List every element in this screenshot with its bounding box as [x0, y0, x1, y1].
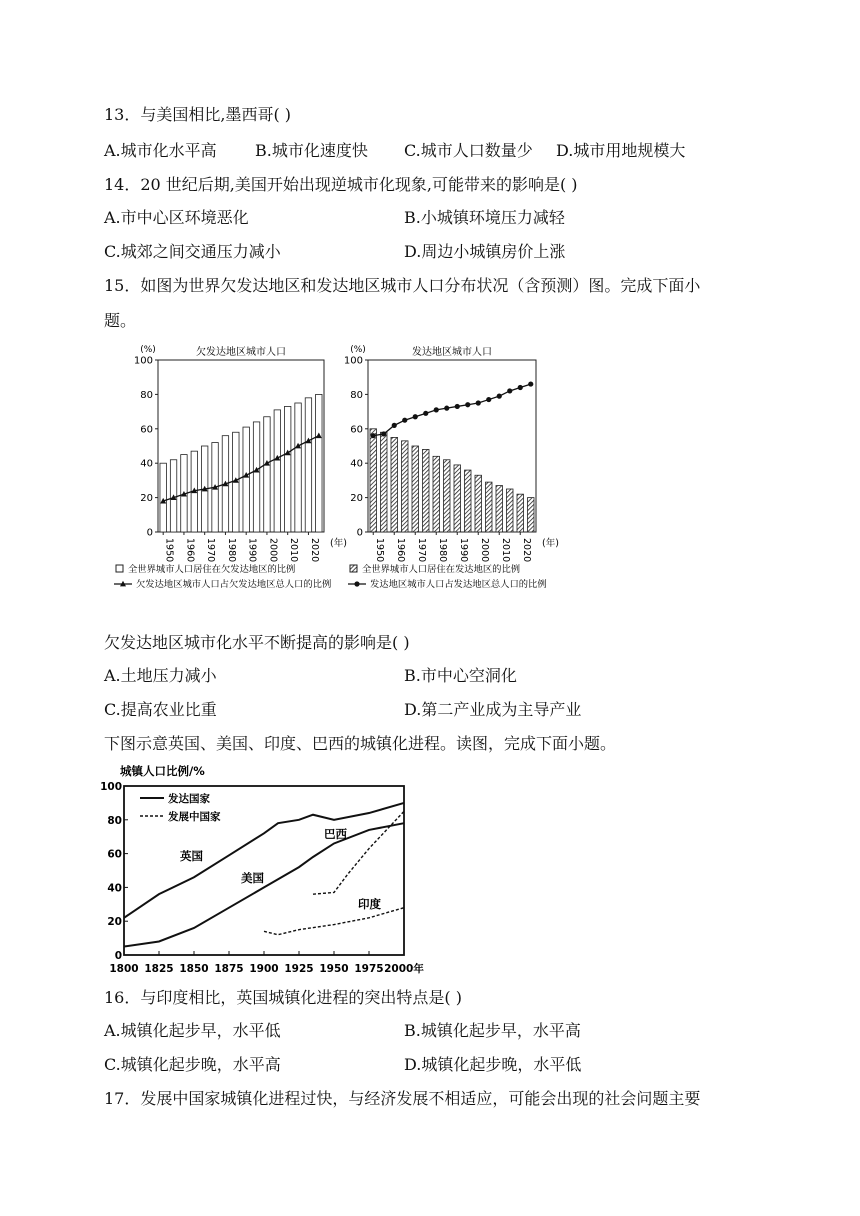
chart3-series-巴西	[313, 811, 404, 894]
legend-swatch-bar	[116, 565, 123, 572]
da-x-tick-label: 1950	[373, 538, 385, 563]
da-line-point	[455, 404, 460, 409]
da-line-point	[423, 411, 428, 416]
lda-x-tick-label: 1990	[246, 538, 258, 563]
chart3-series-label: 英国	[180, 849, 203, 863]
q13-option-a[interactable]: A.城市化水平高	[104, 141, 217, 160]
chart3-series-美国	[124, 823, 404, 946]
chart3-y-tick-label: 80	[107, 814, 122, 827]
q16-option-b[interactable]: B.城镇化起步早，水平高	[404, 1021, 581, 1040]
legend-label: 全世界城市人口居住在欠发达地区的比例	[128, 564, 296, 575]
da-line-point	[371, 433, 376, 438]
lda-bar	[264, 417, 270, 532]
q13-option-b[interactable]: B.城市化速度快	[255, 141, 368, 160]
da-x-tick-label: 1990	[457, 538, 469, 563]
da-bar	[443, 460, 450, 532]
da-bar	[517, 494, 524, 532]
da-bar	[412, 446, 419, 532]
chart3-series-label: 美国	[241, 871, 264, 885]
chart3-y-tick-label: 40	[107, 882, 122, 895]
chart3-x-tick-label: 2000年	[384, 963, 424, 975]
da-bar	[464, 470, 471, 532]
da-x-tick-label: 2000	[478, 538, 490, 563]
q17-stem: 17．发展中国家城镇化进程过快，与经济发展不相适应，可能会出现的社会问题主要	[104, 1089, 701, 1108]
q15-stem-line1: 15．如图为世界欠发达地区和发达地区城市人口分布状况（含预测）图。完成下面小	[104, 276, 701, 295]
da-line-point	[381, 431, 386, 436]
chart3-series-印度	[264, 908, 404, 935]
legend-swatch-hatched	[350, 565, 357, 572]
q14-option-a[interactable]: A.市中心区环境恶化	[104, 208, 249, 227]
da-x-tick-label: 1970	[415, 538, 427, 563]
chart3-x-tick-label: 1875	[214, 963, 244, 975]
chart3-x-tick-label: 1800	[109, 963, 139, 975]
q16-option-d[interactable]: D.城镇化起步晚，水平低	[404, 1055, 582, 1074]
lda-y-tick-label: 40	[140, 458, 153, 470]
lda-bar	[316, 394, 322, 532]
chart3-series-label: 印度	[358, 897, 381, 911]
da-line-point	[507, 388, 512, 393]
lda-y-tick-label: 100	[133, 355, 153, 367]
chart3-y-tick-label: 60	[107, 848, 122, 861]
da-bar	[496, 486, 503, 532]
chart3-y-tick-label: 100	[100, 781, 122, 793]
legend-dot	[354, 581, 359, 586]
lda-bar	[253, 422, 259, 532]
da-bar	[401, 441, 408, 532]
da-chart-title: 发达地区城市人口	[412, 347, 492, 358]
chart3-x-tick-label: 1825	[144, 963, 174, 975]
q15-option-c[interactable]: C.提高农业比重	[104, 700, 217, 719]
da-panel	[344, 345, 559, 562]
da-y-tick-label: 20	[350, 493, 363, 505]
lda-y-tick-label: 60	[140, 424, 153, 436]
lda-x-tick-label: 1980	[225, 538, 237, 563]
da-x-tick-label: 2020	[520, 538, 532, 563]
da-y-tick-label: 60	[350, 424, 363, 436]
lda-x-tick-label: 2010	[288, 538, 300, 563]
lda-y-tick-label: 0	[146, 527, 153, 539]
intro-16: 下图示意英国、美国、印度、巴西的城镇化进程。读图，完成下面小题。	[104, 734, 617, 753]
da-line-point	[486, 397, 491, 402]
da-series-line	[373, 384, 531, 436]
chart12-legend	[114, 563, 547, 590]
urban-population-charts	[110, 338, 580, 608]
da-bar	[527, 498, 534, 532]
chart3-y-tick-label: 20	[107, 916, 122, 929]
da-bar	[454, 465, 461, 532]
q16-option-c[interactable]: C.城镇化起步晚，水平高	[104, 1055, 281, 1074]
lda-x-tick-label: 1970	[205, 538, 217, 563]
da-y-tick-label: 100	[343, 355, 363, 367]
lda-bar	[243, 427, 249, 532]
da-x-tick-label: 1960	[394, 538, 406, 563]
da-y-tick-label: 0	[356, 527, 363, 539]
lda-x-tick-label: 2000	[267, 538, 279, 563]
q14-option-c[interactable]: C.城郊之间交通压力减小	[104, 242, 281, 261]
chart3-x-tick-label: 1850	[179, 963, 209, 975]
q14-option-d[interactable]: D.周边小城镇房价上涨	[404, 242, 566, 261]
chart3-x-tick-label: 1925	[284, 963, 314, 975]
da-bar	[475, 475, 482, 532]
lda-x-unit: (年)	[330, 538, 347, 549]
da-line-point	[476, 400, 481, 405]
q13-option-c[interactable]: C.城市人口数量少	[404, 141, 533, 160]
da-line-point	[402, 418, 407, 423]
da-bar	[422, 449, 429, 532]
chart3-legend-label: 发展中国家	[168, 811, 221, 823]
lda-y-unit: (%)	[140, 345, 156, 355]
da-line-point	[497, 394, 502, 399]
lda-y-tick-label: 80	[140, 389, 153, 401]
legend-label: 欠发达地区城市人口占欠发达地区总人口的比例	[136, 579, 332, 590]
q16-option-a[interactable]: A.城镇化起步早，水平低	[104, 1021, 281, 1040]
lda-y-tick-label: 20	[140, 493, 153, 505]
q14-stem: 14．20 世纪后期,美国开始出现逆城市化现象,可能带来的影响是( )	[104, 175, 578, 194]
q16-stem: 16．与印度相比，英国城镇化进程的突出特点是( )	[104, 988, 462, 1007]
legend-label: 发达地区城市人口占发达地区总人口的比例	[370, 579, 547, 590]
q15-question: 欠发达地区城市化水平不断提高的影响是( )	[104, 633, 410, 652]
da-bar	[391, 437, 398, 532]
chart3-series-label: 巴西	[324, 827, 347, 841]
chart3-y-label: 城镇人口比例/%	[120, 764, 205, 778]
da-line-point	[518, 385, 523, 390]
q13-stem: 13．与美国相比,墨西哥( )	[104, 105, 292, 124]
da-bar	[380, 432, 387, 532]
lda-bar	[305, 398, 311, 532]
q15-stem-line2: 题。	[104, 311, 137, 330]
da-line-point	[434, 407, 439, 412]
lda-bar	[274, 410, 280, 532]
lda-x-tick-label: 2020	[308, 538, 320, 563]
q15-option-b[interactable]: B.市中心空洞化	[404, 666, 517, 685]
chart3-legend-label: 发达国家	[168, 793, 210, 805]
da-x-tick-label: 2010	[499, 538, 511, 563]
da-line-point	[392, 423, 397, 428]
q14-option-b[interactable]: B.小城镇环境压力减轻	[404, 208, 565, 227]
da-bar	[433, 456, 440, 532]
da-line-point	[465, 402, 470, 407]
da-y-unit: (%)	[350, 345, 366, 355]
chart3-x-tick-label: 1950	[319, 963, 349, 975]
chart3-frame	[124, 786, 404, 955]
da-line-point	[413, 414, 418, 419]
da-line-point	[444, 406, 449, 411]
lda-bar	[284, 406, 290, 532]
chart3-y-tick-label: 0	[114, 950, 122, 962]
lda-bar	[160, 463, 166, 532]
lda-bar	[295, 403, 301, 532]
lda-chart-title: 欠发达地区城市人口	[196, 347, 286, 358]
chart3-x-tick-label: 1900	[249, 963, 279, 975]
q15-option-a[interactable]: A.土地压力减小	[104, 666, 217, 685]
da-bar	[370, 429, 377, 532]
legend-label: 全世界城市人口居住在发达地区的比例	[362, 564, 521, 575]
lda-panel	[134, 345, 347, 562]
da-line-point	[528, 381, 533, 386]
urbanization-process-chart	[100, 760, 438, 980]
q15-option-d[interactable]: D.第二产业成为主导产业	[404, 700, 582, 719]
q13-option-d[interactable]: D.城市用地规模大	[556, 141, 686, 160]
da-x-tick-label: 1980	[436, 538, 448, 563]
da-bar	[485, 482, 492, 532]
da-y-tick-label: 40	[350, 458, 363, 470]
da-x-unit: (年)	[542, 538, 559, 549]
chart3-x-tick-label: 1975	[354, 963, 384, 975]
da-bar	[506, 489, 513, 532]
lda-x-tick-label: 1960	[184, 538, 196, 563]
lda-x-tick-label: 1950	[163, 538, 175, 563]
da-y-tick-label: 80	[350, 389, 363, 401]
